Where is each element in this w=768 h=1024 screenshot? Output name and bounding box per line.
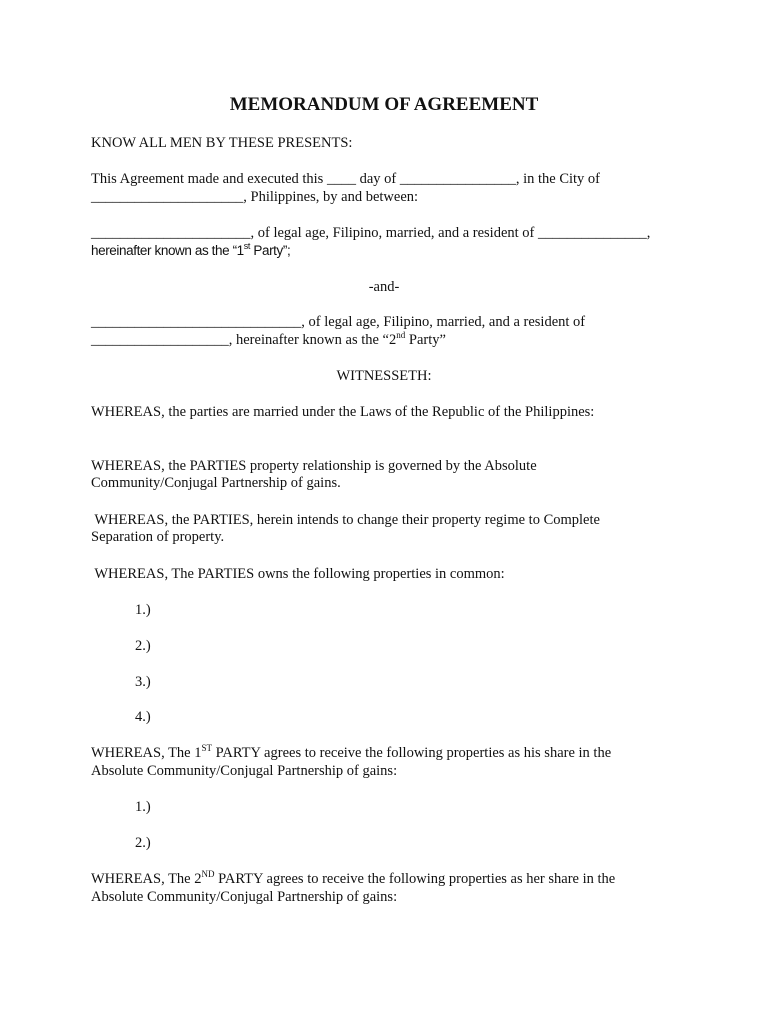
whereas-party1-share-line-2: Absolute Community/Conjugal Partnership of gains:: [91, 763, 398, 779]
whereas-party2-post: PARTY agrees to receive the following properties as her share in the: [214, 871, 616, 887]
common-item-4: 4.): [135, 709, 151, 725]
whereas-party2-share-line-2: Absolute Community/Conjugal Partnership of gains:: [91, 889, 398, 905]
party2-line-2: [91, 332, 446, 349]
know-all-heading: KNOW ALL MEN BY THESE PRESENTS:: [91, 135, 353, 151]
party1-line-2-pre: hereinafter known as the “1: [91, 243, 244, 258]
party1-ordinal-suffix: st: [243, 241, 250, 251]
whereas-party2-ordinal-suffix: ND: [201, 869, 215, 879]
party1-line-2: [91, 242, 290, 259]
whereas-change-line-2: Separation of property.: [91, 529, 225, 545]
intro-line-2: _____________________, Philippines, by and between:: [91, 189, 419, 205]
party1-item-1: 1.): [135, 799, 151, 815]
whereas-party1-post: PARTY agrees to receive the following properties as his share in the: [212, 745, 612, 761]
whereas-party1-share-line-1: [91, 745, 611, 762]
party2-line-2-pre: ___________________, hereinafter known as the “2: [91, 332, 397, 348]
whereas-common-properties: WHEREAS, The PARTIES owns the following properties in common:: [91, 566, 505, 582]
whereas-party1-pre: WHEREAS, The 1: [91, 745, 202, 761]
party1-line-1: ______________________, of legal age, Filipino, married, and a resident of _______________,: [91, 225, 651, 241]
party1-line-2-post: Party”;: [250, 243, 291, 258]
common-item-1: 1.): [135, 602, 151, 618]
party1-item-2: 2.): [135, 835, 151, 851]
whereas-change-line-1: WHEREAS, the PARTIES, herein intends to change their property regime to Complete: [91, 512, 600, 528]
document-title: MEMORANDUM OF AGREEMENT: [229, 94, 539, 115]
intro-line-1: This Agreement made and executed this ____ day of ________________, in the City of: [91, 171, 601, 187]
common-item-3: 3.): [135, 674, 151, 690]
party2-ordinal-suffix: nd: [396, 330, 406, 340]
whereas-married: WHEREAS, the parties are married under the Laws of the Republic of the Philippines:: [91, 404, 595, 420]
whereas-property-line-2: Community/Conjugal Partnership of gains.: [91, 475, 341, 491]
party2-line-2-post: Party”: [405, 332, 446, 348]
party2-line-1: _____________________________, of legal age, Filipino, married, and a resident of: [91, 314, 586, 330]
and-separator: -and-: [368, 279, 400, 295]
whereas-party1-ordinal-suffix: ST: [201, 743, 213, 753]
whereas-party2-share-line-1: [91, 871, 615, 888]
whereas-party2-pre: WHEREAS, The 2: [91, 871, 202, 887]
common-item-2: 2.): [135, 638, 151, 654]
witnesseth-heading: WITNESSETH:: [336, 368, 432, 384]
whereas-property-line-1: WHEREAS, the PARTIES property relationship is governed by the Absolute: [91, 458, 537, 474]
